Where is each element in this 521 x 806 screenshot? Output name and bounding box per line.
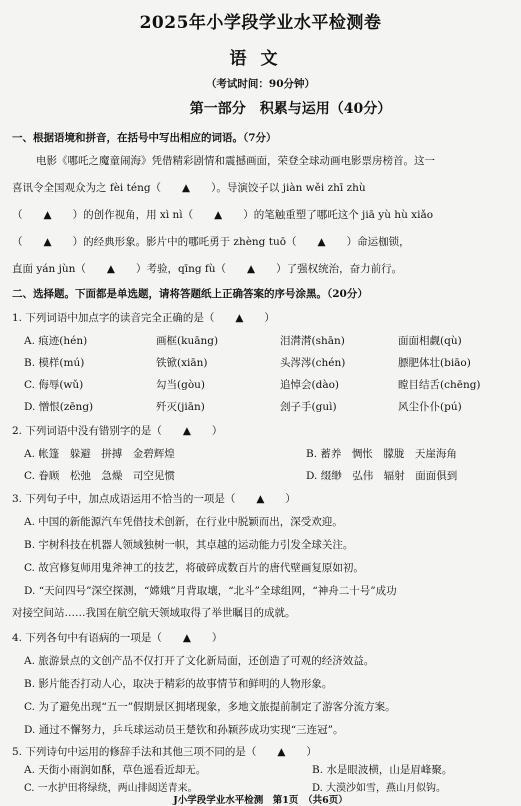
option-cell: 勾当(gòu)	[156, 379, 205, 391]
option-cell: 头涔涔(chén)	[280, 357, 346, 369]
question-1-stem: 1. 下列词语中加点字的读音完全正确的是（ ▲ ）	[12, 312, 275, 324]
option-cell: 歼灭(jiān)	[156, 401, 205, 413]
option-cell: C. 眷顾 松弛 急燥 司空见惯	[24, 470, 175, 482]
option-cell: C. 一水护田将绿绕，两山排闼送青来。	[24, 783, 198, 794]
option-cell: 追悼会(dào)	[280, 379, 339, 391]
subject-title: 语文	[229, 49, 292, 69]
option-line: D. 通过不懈努力，乒乓球运动员王楚钦和孙颖莎成功实现“三连冠”。	[24, 724, 344, 736]
option-cell: C. 侮辱(wǔ)	[24, 379, 84, 391]
option-cell: A. 帐篷 躲避 拼搏 金碧辉煌	[24, 448, 175, 460]
option-line: 对接空间站……我国在航空航天领域取得了举世瞩目的成就。	[12, 607, 296, 619]
option-cell: D. 大漠沙如雪，燕山月似钩。	[312, 783, 447, 794]
question-2-stem: 2. 下列词语中没有错别字的是（ ▲ ）	[12, 425, 223, 437]
section1-line: （ ▲ ）的经典形象。影片中的哪吒勇于 zhèng tuō（ ▲ ）命运枷锁，	[12, 236, 410, 248]
option-line: C. 为了避免出现“五一”假期景区拥堵现象，多地文旅提前制定了游客分流方案。	[24, 701, 396, 713]
option-line: A. 旅游景点的文创产品不仅打开了文化新局面，还创造了可观的经济效益。	[24, 655, 375, 667]
option-cell: A. 天街小雨润如酥，草色遥看近却无。	[24, 764, 207, 776]
option-cell: 画框(kuāng)	[156, 335, 219, 347]
section2-heading: 二、选择题。下面都是单选题，请将答题纸上正确答案的序号涂黑。（20分）	[12, 288, 368, 300]
option-cell: 铁锨(xiān)	[156, 357, 208, 369]
part-title: 第一部分 积累与运用（40分）	[189, 101, 392, 117]
exam-time: （考试时间：90分钟）	[205, 78, 316, 90]
option-line: A. 中国的新能源汽车凭借技术创新，在行业中脱颖而出，深受欢迎。	[24, 516, 343, 528]
question-5-stem: 5. 下列诗句中运用的修辞手法和其他三项不同的是（ ▲ ）	[12, 746, 317, 758]
section1-line: 直面 yán jùn（ ▲ ）考验，qīng fù（ ▲ ）了强权统治，奋力前行。	[12, 263, 403, 275]
option-cell: D. 憎恨(zēng)	[24, 401, 94, 413]
option-cell: A. 痕迹(hén)	[24, 335, 88, 347]
option-line: B. 影片能否打动人心，取决于精彩的故事情节和鲜明的人物形象。	[24, 678, 333, 690]
option-cell: 泪潸潸(shān)	[280, 335, 345, 347]
section1-heading: 一、根据语境和拼音，在括号中写出相应的词语。（7分）	[12, 132, 277, 144]
section1-line: 电影《哪吒之魔童闹海》凭借精彩剧情和震撼画面，荣登全球动画电影票房榜首。这一	[36, 155, 435, 167]
option-cell: 膘肥体壮(biāo)	[398, 357, 471, 369]
option-line: B. 宇树科技在机器人领域独树一帜，其卓越的运动能力引发全球关注。	[24, 539, 354, 551]
section1-line: 喜讯令全国观众为之 fèi téng（ ▲ ）。导演饺子以 jiàn wěi zhī zhù	[12, 182, 366, 194]
option-cell: D. 缀缈 弘伟 辐射 面面俱到	[306, 470, 458, 482]
option-line: D. “天问四号”深空探测，“嫦娥”月背取壤，“北斗”全球组网，“神舟二十号”成功	[24, 585, 397, 597]
option-cell: 瞠目结舌(chēng)	[398, 379, 481, 391]
option-cell: 风尘仆仆(pú)	[398, 401, 462, 413]
exam-title: 2025年小学段学业水平检测卷	[139, 13, 382, 33]
question-3-stem: 3. 下列句子中，加点成语运用不恰当的一项是（ ▲ ）	[12, 493, 296, 505]
option-line: C. 故宫修复师用鬼斧神工的技艺，将破碎成数百片的唐代壁画复原如初。	[24, 562, 364, 574]
option-cell: B. 水是眼波横，山是眉峰聚。	[312, 764, 453, 776]
option-cell: B. 蓄养 惆怅 朦胧 天崖海角	[306, 448, 457, 460]
option-cell: 面面相觑(qù)	[398, 335, 462, 347]
page-footer: J小学段学业水平检测 第1页 （共6页）	[173, 795, 348, 806]
option-cell: 刽子手(guì)	[280, 401, 337, 413]
option-cell: B. 模样(mú)	[24, 357, 85, 369]
section1-line: （ ▲ ）的创作视角，用 xì nì（ ▲ ）的笔触重塑了哪吒这个 jiā yù hù xiǎo	[12, 209, 434, 221]
question-4-stem: 4. 下列各句中有语病的一项是（ ▲ ）	[12, 632, 223, 644]
